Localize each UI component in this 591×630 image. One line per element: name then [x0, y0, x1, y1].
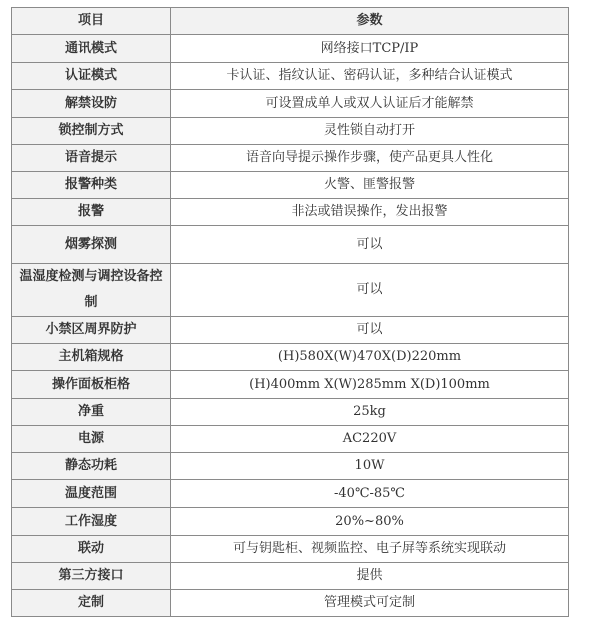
table-row [12, 264, 569, 317]
row-value: 可以 [171, 317, 569, 344]
row-value: 20%~80% [171, 508, 569, 536]
row-label: 操作面板柜格 [12, 371, 171, 399]
row-value: 可与钥匙柜、视频监控、电子屏等系统实现联动 [171, 536, 569, 563]
row-label: 主机箱规格 [12, 344, 171, 371]
row-value: 可以 [171, 226, 569, 264]
table-row [12, 90, 569, 118]
table-row [12, 399, 569, 426]
table-row [12, 480, 569, 508]
row-value: 25kg [171, 399, 569, 426]
row-label: 工作湿度 [12, 508, 171, 536]
row-label: 报警 [12, 199, 171, 226]
row-value: 火警、匪警报警 [171, 172, 569, 199]
header-param-cell: 参数 [171, 8, 569, 35]
table-row [12, 508, 569, 536]
row-value: AC220V [171, 426, 569, 453]
table-row [12, 35, 569, 63]
table-row [12, 590, 569, 617]
spec-table [11, 7, 569, 617]
row-label: 锁控制方式 [12, 118, 171, 145]
row-value: (H)580X(W)470X(D)220mm [171, 344, 569, 371]
row-value: 可设置成单人或双人认证后才能解禁 [171, 90, 569, 118]
row-value: (H)400mm X(W)285mm X(D)100mm [171, 371, 569, 399]
table-row [12, 63, 569, 90]
row-value: -40℃-85℃ [171, 480, 569, 508]
row-label: 小禁区周界防护 [12, 317, 171, 344]
table-row [12, 199, 569, 226]
table-row [12, 118, 569, 145]
table-row [12, 145, 569, 172]
row-value: 可以 [171, 264, 569, 317]
table-row [12, 453, 569, 480]
table-row [12, 344, 569, 371]
table-row [12, 563, 569, 590]
table-row [12, 317, 569, 344]
table-header-row [12, 8, 569, 35]
table-row [12, 426, 569, 453]
row-label: 联动 [12, 536, 171, 563]
row-label: 语音提示 [12, 145, 171, 172]
row-value: 灵性锁自动打开 [171, 118, 569, 145]
row-label: 报警种类 [12, 172, 171, 199]
header-item-cell: 项目 [12, 8, 171, 35]
row-label: 定制 [12, 590, 171, 617]
row-label: 烟雾探测 [12, 226, 171, 264]
row-value: 提供 [171, 563, 569, 590]
row-label: 电源 [12, 426, 171, 453]
row-label: 净重 [12, 399, 171, 426]
row-label: 温度范围 [12, 480, 171, 508]
row-label: 温湿度检测与调控设备控制 [12, 264, 171, 317]
table-row [12, 226, 569, 264]
row-value: 10W [171, 453, 569, 480]
row-label: 第三方接口 [12, 563, 171, 590]
table-row [12, 371, 569, 399]
row-label: 认证模式 [12, 63, 171, 90]
row-label: 通讯模式 [12, 35, 171, 63]
row-value: 卡认证、指纹认证、密码认证，多种结合认证模式 [171, 63, 569, 90]
table-row [12, 536, 569, 563]
row-value: 语音向导提示操作步骤，使产品更具人性化 [171, 145, 569, 172]
row-value: 网络接口TCP/IP [171, 35, 569, 63]
row-label: 解禁设防 [12, 90, 171, 118]
row-value: 非法或错误操作，发出报警 [171, 199, 569, 226]
table-row [12, 172, 569, 199]
row-label: 静态功耗 [12, 453, 171, 480]
row-value: 管理模式可定制 [171, 590, 569, 617]
spec-table-body [12, 8, 569, 617]
